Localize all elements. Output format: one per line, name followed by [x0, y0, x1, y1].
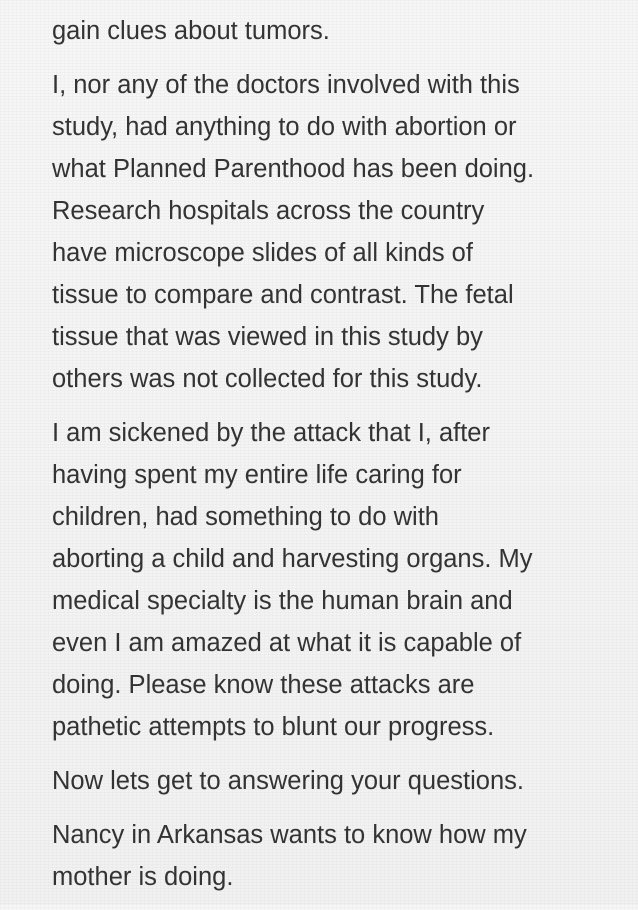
paragraph-5 [52, 814, 630, 898]
text-line: even I am amazed at what it is capable of [52, 629, 522, 657]
paragraph-3 [52, 412, 630, 748]
text-line: Research hospitals across the country [52, 197, 485, 225]
note-body [52, 10, 630, 910]
text-line: study, had anything to do with abortion or [52, 113, 517, 141]
paragraph-4 [52, 760, 630, 802]
text-line: Now lets get to answering your questions. [52, 767, 524, 795]
paragraph-2 [52, 64, 630, 400]
text-line: doing. Please know these attacks are [52, 671, 475, 699]
text-line: I am sickened by the attack that I, after [52, 419, 490, 447]
text-line: Nancy in Arkansas wants to know how my [52, 821, 527, 849]
text-line: have microscope slides of all kinds of [52, 239, 473, 267]
text-line: what Planned Parenthood has been doing. [52, 155, 535, 183]
text-line: tissue to compare and contrast. The fetal [52, 281, 514, 309]
text-line: gain clues about tumors. [52, 17, 330, 45]
paragraph-1 [52, 10, 630, 52]
text-line: others was not collected for this study. [52, 365, 483, 393]
text-line: medical specialty is the human brain and [52, 587, 513, 615]
text-line: aborting a child and harvesting organs. My [52, 545, 533, 573]
text-line: children, had something to do with [52, 503, 439, 531]
text-line: tissue that was viewed in this study by [52, 323, 483, 351]
text-line: having spent my entire life caring for [52, 461, 462, 489]
text-line: mother is doing. [52, 863, 234, 891]
text-line: pathetic attempts to blunt our progress. [52, 713, 495, 741]
text-line: I, nor any of the doctors involved with this [52, 71, 520, 99]
